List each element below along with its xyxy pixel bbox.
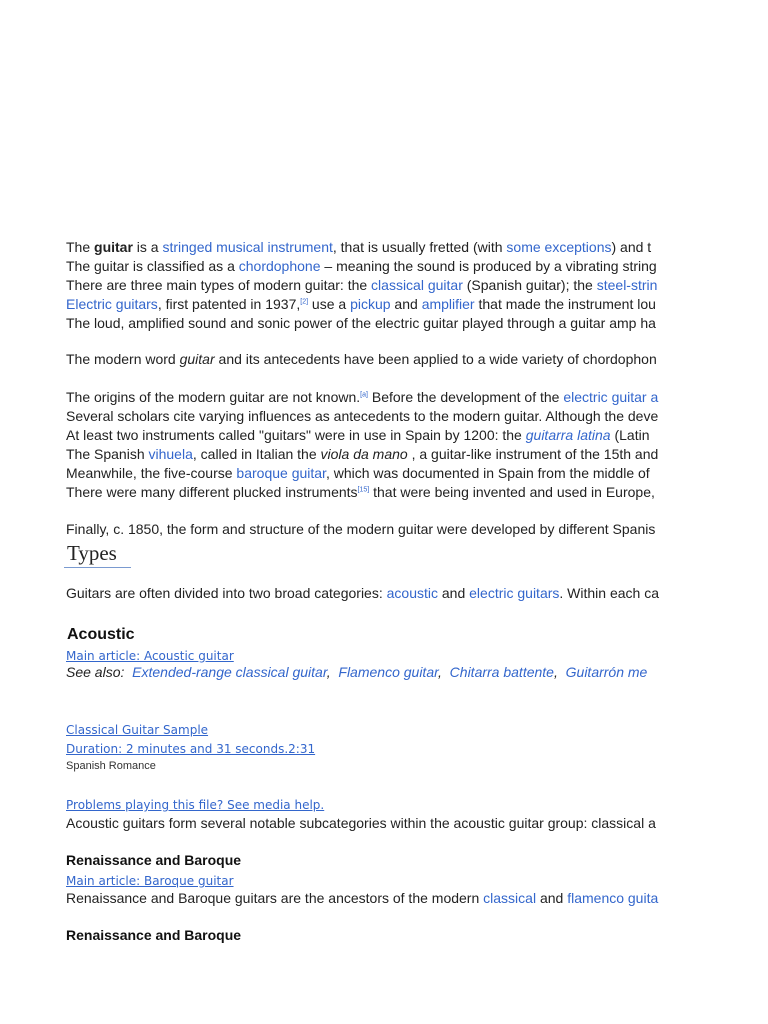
acoustic-line: Acoustic guitars form several notable subcategories within the acoustic guitar group: classical a [66,815,656,831]
citation-link[interactable]: [a] [360,391,368,399]
text: . Within each ca [559,585,660,601]
origins-line-6 [66,483,655,502]
see-also-link-guitarron[interactable]: Guitarrón me [565,664,648,680]
link-vihuela[interactable]: vihuela [148,446,193,462]
finally-line [66,520,656,539]
see-also-link-chitarra-battente[interactable]: Chitarra battente [449,664,554,680]
link-some-exceptions[interactable]: some exceptions [506,239,612,255]
text: (Latin [610,427,650,443]
main-article-hatnote-baroque [66,872,648,889]
main-article-acoustic-link[interactable]: Main article: Acoustic guitar [66,649,234,663]
link-electric-guitar[interactable]: electric guitar a [563,389,659,405]
origins-line-4 [66,445,659,464]
main-article-baroque-link[interactable]: Main article: Baroque guitar [66,874,234,888]
origins-paragraph [66,388,659,502]
link-acoustic[interactable]: acoustic [386,585,438,601]
text: (Spanish guitar); the [462,277,597,293]
audio-duration [66,740,648,758]
see-also-hatnote: See also: Extended-range classical guitar, Flamenco guitar, Chitarra battente, Guitarrón me [66,664,648,680]
text: use a [308,296,351,312]
link-classical[interactable]: classical [483,890,537,906]
text: ) and t [611,239,652,255]
italic-term: viola da mano [320,446,408,462]
main-article-hatnote [66,647,648,664]
text: – meaning the sound is produced by a vibrating string [320,258,657,274]
types-line [66,584,660,603]
see-also-link-flamenco[interactable]: Flamenco guitar [338,664,438,680]
origins-line-2 [66,407,659,426]
text: The guitar is classified as a [66,258,239,274]
subsection-heading-acoustic: Acoustic [67,626,135,643]
subsection-heading-renaissance: Renaissance and Baroque [66,852,242,868]
audio-caption: Spanish Romance [66,760,156,772]
subsection-heading-renaissance-2: Renaissance and Baroque [66,927,242,943]
section-heading-types: Types [64,539,131,568]
text: , a guitar-like instrument of the 15th and [407,446,659,462]
text: There were many different plucked instruments [66,484,358,500]
audio-sample-link[interactable]: Classical Guitar Sample [66,723,209,737]
text: At least two instruments called "guitars" were in use in Spain by 1200: the [66,427,526,443]
text: that made the instrument lou [474,296,656,312]
text: , called in Italian the [192,446,321,462]
renaissance-paragraph [66,889,659,908]
origins-line-1 [66,388,659,407]
intro-line-2 [66,257,657,276]
text: is a [132,239,163,255]
types-paragraph [66,584,660,603]
text: and [390,296,422,312]
intro-paragraph [66,238,658,333]
text: and its antecedents have been applied to a wide variety of chordophon [214,351,657,367]
acoustic-paragraph [66,814,656,833]
link-amplifier[interactable]: amplifier [421,296,475,312]
text: and [438,585,470,601]
citation-link[interactable]: [15] [357,486,370,494]
link-steel-string[interactable]: steel-strin [596,277,658,293]
audio-sample-title [66,721,648,739]
link-chordophone[interactable]: chordophone [238,258,321,274]
word-line [66,350,657,369]
origins-line-3 [66,426,648,445]
text: The loud, amplified sound and sonic power of the electric guitar played through a guitar amp ha [66,315,656,331]
text: Finally, c. 1850, the form and structure of the modern guitar were developed by different Spanis [66,521,656,537]
text: The [66,239,95,255]
see-also-label: See also: [66,664,125,680]
link-electric-guitars[interactable]: electric guitars [469,585,560,601]
text: that were being invented and used in Europe, [369,484,655,500]
text: , which was documented in Spain from the middle of [325,465,650,481]
link-baroque-guitar[interactable]: baroque guitar [236,465,326,481]
link-guitarra-latina[interactable]: guitarra latina [525,427,611,443]
text: Several scholars cite varying influences as antecedents to the modern guitar. Although the deve [66,408,659,424]
link-classical-guitar[interactable]: classical guitar [371,277,463,293]
see-also-link-extended-range[interactable]: Extended-range classical guitar [132,664,327,680]
renaissance-line [66,889,659,908]
link-electric-guitars[interactable]: Electric guitars [66,296,158,312]
origins-line-5 [66,464,648,483]
text: The origins of the modern guitar are not known. [66,389,361,405]
media-help [66,796,648,814]
text: and [536,890,568,906]
intro-line-4 [66,295,656,314]
intro-line-5 [66,314,656,333]
text: Guitars are often divided into two broad categories: [66,585,387,601]
text: Renaissance and Baroque guitars are the ancestors of the modern [66,890,484,906]
audio-duration-link[interactable]: Duration: 2 minutes and 31 seconds.2:31 [66,742,316,756]
link-flamenco-guitar[interactable]: flamenco guita [567,890,659,906]
intro-line-3 [66,276,658,295]
text: Meanwhile, the five-course [66,465,237,481]
text: There are three main types of modern guitar: the [66,277,372,293]
finally-paragraph [66,520,656,539]
media-help-link[interactable]: Problems playing this file? See media help. [66,798,325,812]
text: , that is usually fretted (with [332,239,507,255]
text: Before the development of the [367,389,564,405]
bold-term-guitar: guitar [94,239,133,255]
text: The Spanish [66,446,149,462]
intro-line-1 [66,238,652,257]
link-pickup[interactable]: pickup [350,296,391,312]
citation-link[interactable]: [2] [300,298,309,306]
link-stringed-musical-instrument[interactable]: stringed musical instrument [162,239,333,255]
word-paragraph [66,350,657,369]
text: , first patented in 1937, [157,296,301,312]
text: The modern word [66,351,180,367]
italic-term: guitar [179,351,215,367]
